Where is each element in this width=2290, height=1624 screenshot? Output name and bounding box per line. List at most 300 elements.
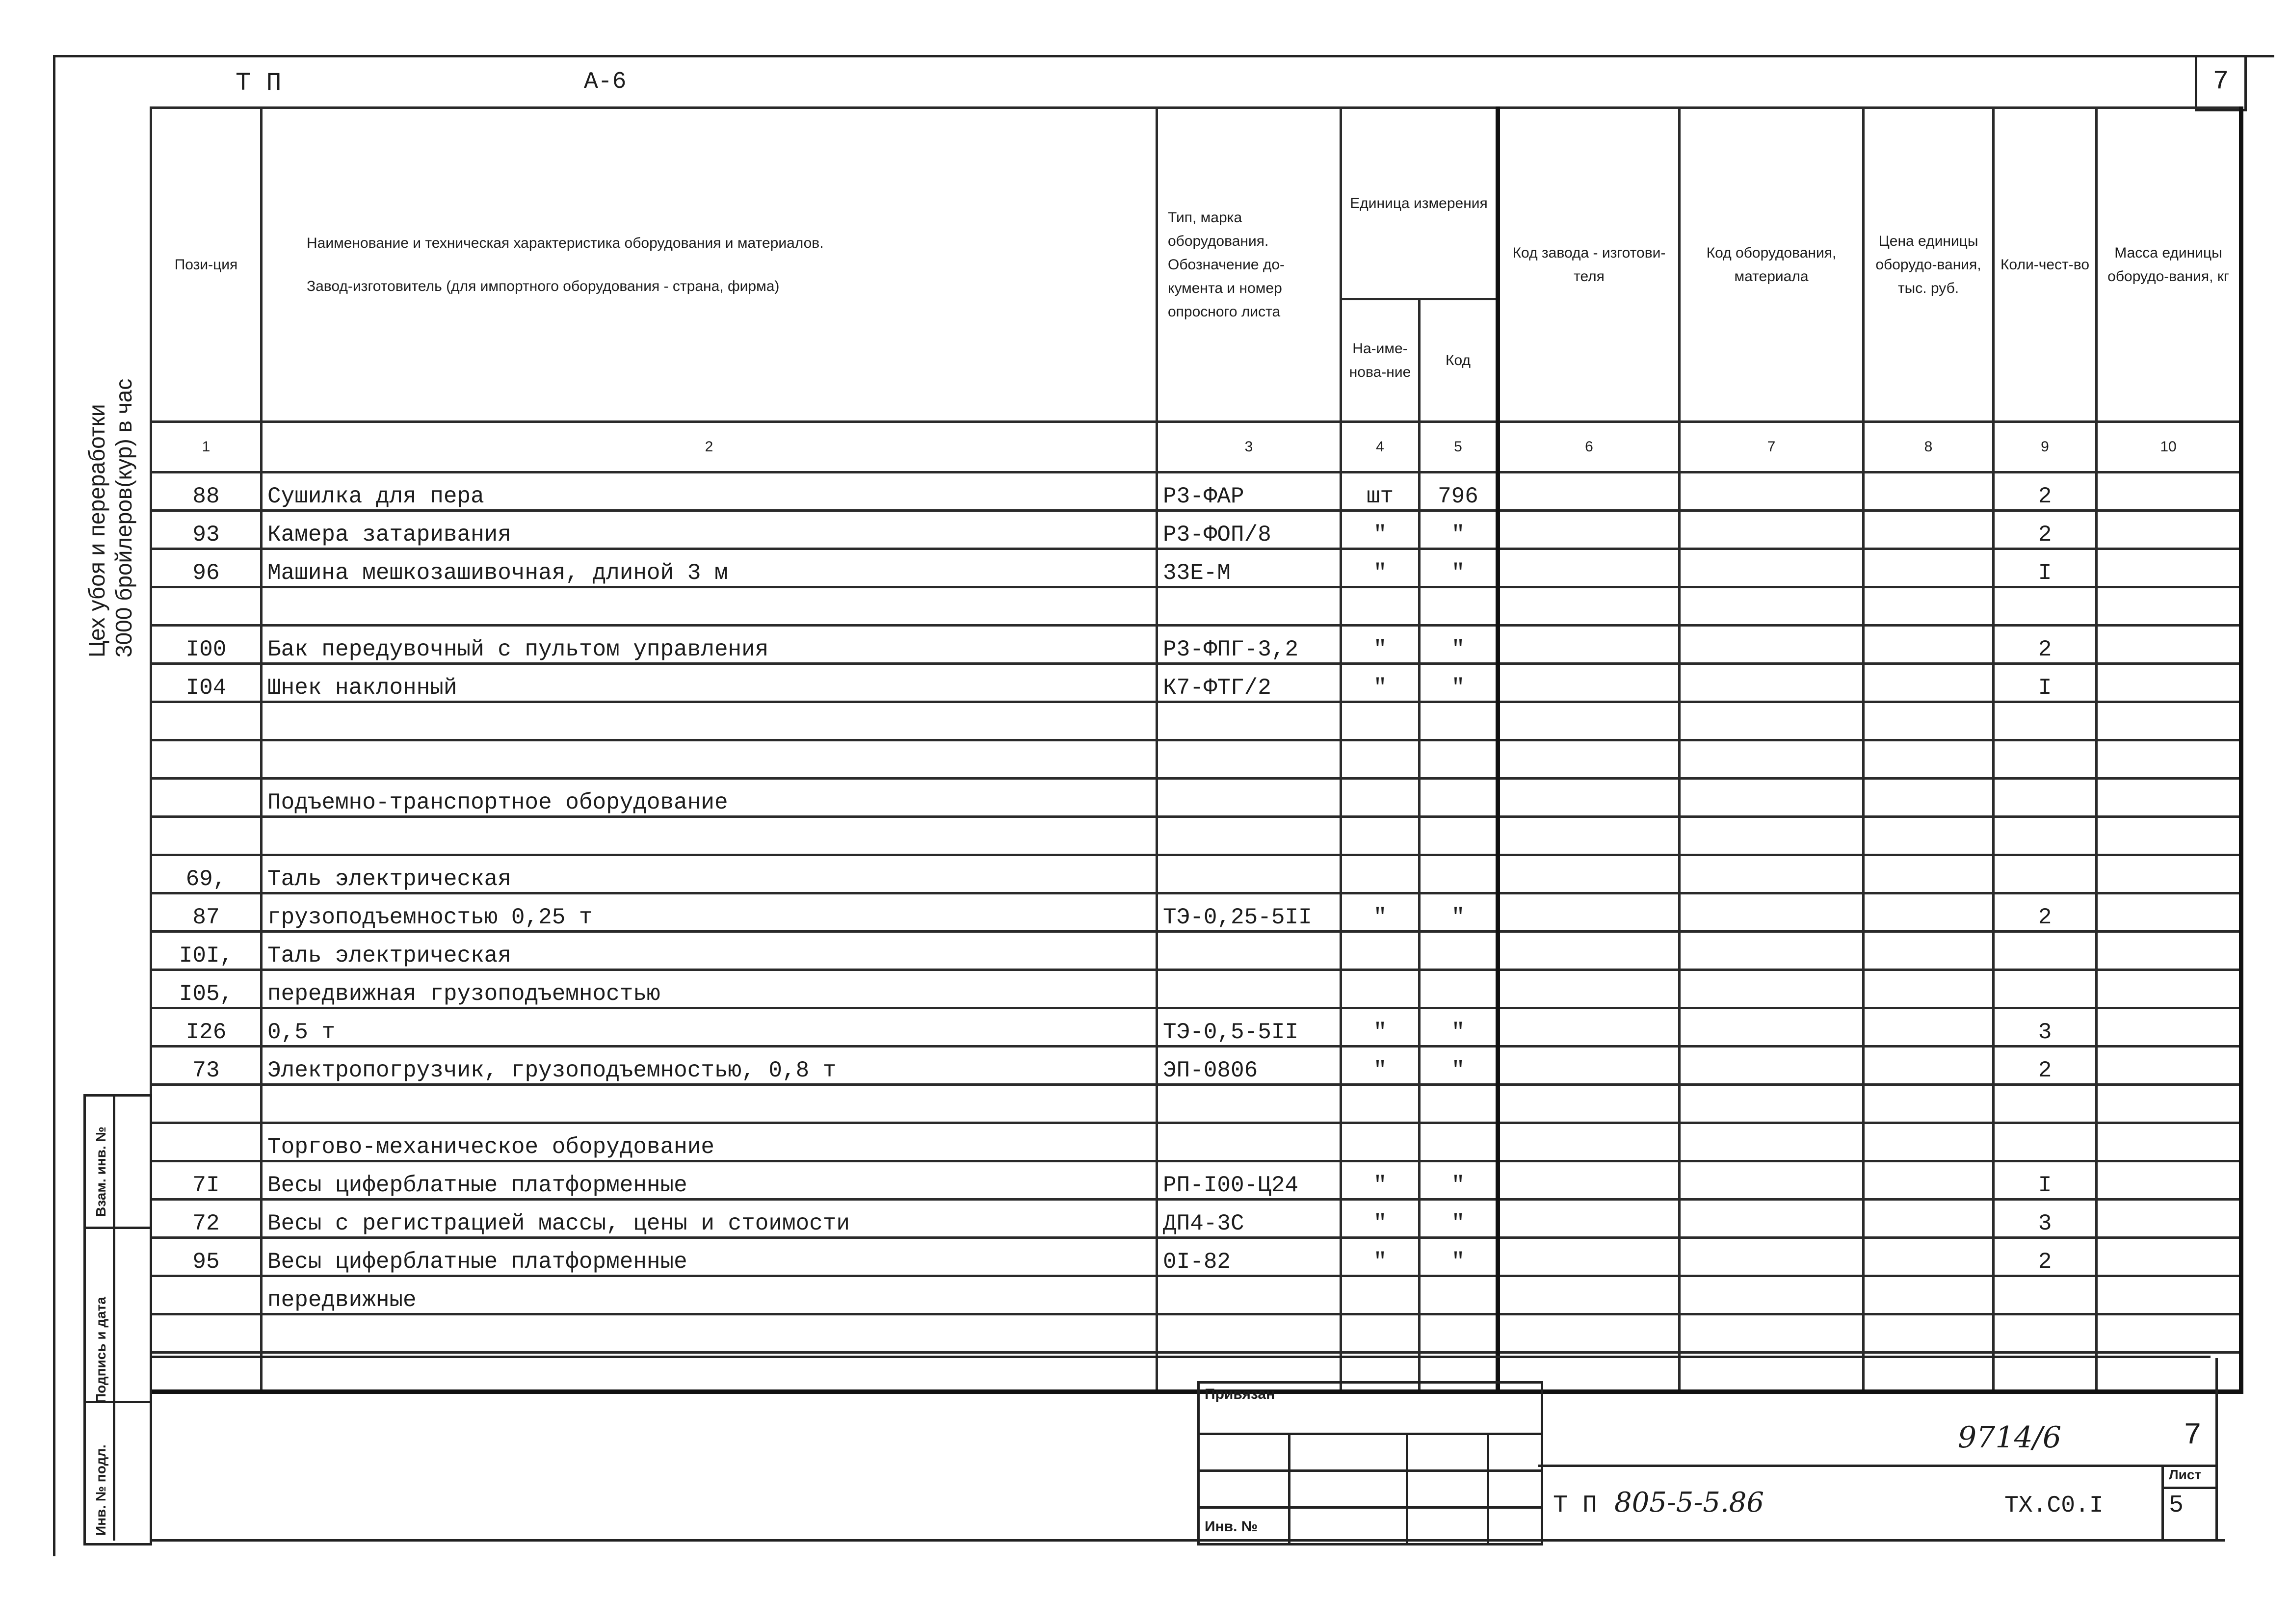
table-row (151, 626, 2241, 664)
equip-code-cell (1680, 1123, 1864, 1161)
table-row (151, 1238, 2241, 1276)
mass-cell (2097, 1047, 2241, 1085)
position-cell (151, 587, 262, 626)
unit-cell: " (1341, 893, 1420, 932)
header-equip-code: Код оборудования, материала (1680, 108, 1864, 422)
mass-cell (2097, 1161, 2241, 1200)
type-cell (1157, 702, 1341, 740)
price-cell (1864, 1314, 1994, 1353)
factory-code-cell (1498, 549, 1680, 587)
factory-code-cell (1498, 702, 1680, 740)
name-cell (262, 1085, 1157, 1123)
unit-cell (1341, 970, 1420, 1008)
mass-cell (2097, 1276, 2241, 1314)
header-name (262, 108, 1157, 422)
unit-cell (1341, 1085, 1420, 1123)
name-cell (262, 740, 1157, 779)
position-cell: 95 (151, 1238, 262, 1276)
price-cell (1864, 817, 1994, 855)
type-cell: Р3-ФПГ-3,2 (1157, 626, 1341, 664)
side-title-line2: 3000 бройлеров(кур) в час (111, 378, 136, 657)
header-name-line1: Наименование и техническая характеристика оборудования и материалов. (307, 235, 824, 251)
header-mass: Масса единицы оборудо-вания, кг (2097, 108, 2241, 422)
table-row (151, 893, 2241, 932)
price-cell (1864, 893, 1994, 932)
sheet-number: 5 (2169, 1492, 2184, 1519)
type-cell: ТЭ-0,5-5II (1157, 1008, 1341, 1047)
equip-code-cell (1680, 626, 1864, 664)
type-cell: 0I-82 (1157, 1238, 1341, 1276)
stamp-podpis: Подпись и дата (93, 1297, 108, 1403)
handwritten-number: 9714/6 (1958, 1420, 2062, 1455)
quantity-cell: I (1994, 549, 2097, 587)
unit-cell (1341, 587, 1420, 626)
position-cell: 72 (151, 1200, 262, 1238)
page-number: 7 (2212, 67, 2229, 97)
mass-cell (2097, 970, 2241, 1008)
table-body (151, 472, 2241, 1392)
mass-cell (2097, 740, 2241, 779)
header-unit-name: На-име-нова-ние (1341, 299, 1420, 422)
header-pos: Пози-ция (151, 108, 262, 422)
name-cell: грузоподъемностью 0,25 т (262, 893, 1157, 932)
quantity-cell: 3 (1994, 1008, 2097, 1047)
quantity-cell (1994, 1314, 2097, 1353)
mass-cell (2097, 626, 2241, 664)
stamp-inv-podl: Инв. № подл. (93, 1444, 108, 1536)
unit-code-cell (1420, 855, 1498, 893)
position-cell (151, 740, 262, 779)
sheet-label: Лист (2169, 1467, 2202, 1482)
type-cell: РП-I00-Ц24 (1157, 1161, 1341, 1200)
price-cell (1864, 472, 1994, 511)
type-cell (1157, 1314, 1341, 1353)
unit-cell (1341, 740, 1420, 779)
table-row (151, 855, 2241, 893)
quantity-cell (1994, 1276, 2097, 1314)
table-row (151, 1276, 2241, 1314)
unit-cell (1341, 1314, 1420, 1353)
price-cell (1864, 1123, 1994, 1161)
equip-code-cell (1680, 1085, 1864, 1123)
equip-code-cell (1680, 472, 1864, 511)
name-cell: передвижная грузоподъемностью (262, 970, 1157, 1008)
type-cell (1157, 970, 1341, 1008)
quantity-cell: 2 (1994, 1238, 2097, 1276)
price-cell (1864, 1200, 1994, 1238)
unit-cell: " (1341, 1238, 1420, 1276)
unit-cell: " (1341, 664, 1420, 702)
equip-code-cell (1680, 1238, 1864, 1276)
factory-code-cell (1498, 817, 1680, 855)
type-cell (1157, 932, 1341, 970)
unit-code-cell: " (1420, 511, 1498, 549)
equip-code-cell (1680, 855, 1864, 893)
table-row (151, 1008, 2241, 1047)
type-cell: К7-ФТГ/2 (1157, 664, 1341, 702)
body-bottom-line (150, 1356, 2211, 1358)
quantity-cell: 2 (1994, 472, 2097, 511)
privyazan-label: Привязан (1205, 1386, 1275, 1402)
factory-code-cell (1498, 1047, 1680, 1085)
position-cell (151, 702, 262, 740)
name-cell: передвижные (262, 1276, 1157, 1314)
equip-code-cell (1680, 549, 1864, 587)
table-row (151, 1085, 2241, 1123)
name-cell: Подъемно-транспортное оборудование (262, 779, 1157, 817)
type-cell: Р3-ФОП/8 (1157, 511, 1341, 549)
col-num: 5 (1420, 422, 1498, 472)
factory-code-cell (1498, 1314, 1680, 1353)
col-num: 6 (1498, 422, 1680, 472)
unit-code-cell (1420, 970, 1498, 1008)
equip-code-cell (1680, 702, 1864, 740)
table-row (151, 1161, 2241, 1200)
unit-code-cell: " (1420, 664, 1498, 702)
position-cell (151, 1085, 262, 1123)
name-cell (262, 587, 1157, 626)
type-cell: Р3-ФАР (1157, 472, 1341, 511)
equip-code-cell (1680, 1047, 1864, 1085)
type-cell (1157, 1276, 1341, 1314)
mass-cell (2097, 932, 2241, 970)
factory-code-cell (1498, 1085, 1680, 1123)
type-cell (1157, 1085, 1341, 1123)
quantity-cell: 3 (1994, 1200, 2097, 1238)
header-unit-group: Единица измерения (1341, 108, 1498, 299)
table-header-row (151, 108, 2241, 299)
position-cell: I05, (151, 970, 262, 1008)
table-row (151, 549, 2241, 587)
col-num: 8 (1864, 422, 1994, 472)
price-cell (1864, 1008, 1994, 1047)
name-cell: Таль электрическая (262, 932, 1157, 970)
type-cell: ЭП-0806 (1157, 1047, 1341, 1085)
mass-cell (2097, 817, 2241, 855)
page-number-box (2195, 55, 2247, 111)
quantity-cell (1994, 702, 2097, 740)
type-cell (1157, 587, 1341, 626)
series-label: Т П (236, 69, 282, 98)
mass-cell (2097, 511, 2241, 549)
unit-code-cell (1420, 1085, 1498, 1123)
unit-cell: " (1341, 626, 1420, 664)
equip-code-cell (1680, 1314, 1864, 1353)
name-cell: Сушилка для пера (262, 472, 1157, 511)
unit-cell: " (1341, 511, 1420, 549)
table-row (151, 664, 2241, 702)
equip-code-cell (1680, 1200, 1864, 1238)
table-row (151, 817, 2241, 855)
inv-no-label: Инв. № (1205, 1519, 1258, 1535)
col-num: 3 (1157, 422, 1341, 472)
quantity-cell: 2 (1994, 626, 2097, 664)
unit-cell (1341, 855, 1420, 893)
position-cell: 88 (151, 472, 262, 511)
unit-cell: " (1341, 1200, 1420, 1238)
table-row (151, 1314, 2241, 1353)
factory-code-cell (1498, 1200, 1680, 1238)
name-cell: Весы с регистрацией массы, цены и стоимости (262, 1200, 1157, 1238)
price-cell (1864, 932, 1994, 970)
unit-code-cell: " (1420, 1047, 1498, 1085)
col-num: 7 (1680, 422, 1864, 472)
quantity-cell: I (1994, 1161, 2097, 1200)
unit-cell: " (1341, 1008, 1420, 1047)
price-cell (1864, 1276, 1994, 1314)
col-num: 1 (151, 422, 262, 472)
name-cell: Таль электрическая (262, 855, 1157, 893)
name-cell: Весы циферблатные платформенные (262, 1238, 1157, 1276)
stamp-vzam-inv: Взам. инв. № (93, 1126, 108, 1217)
quantity-cell (1994, 740, 2097, 779)
name-cell: Бак передувочный с пультом управления (262, 626, 1157, 664)
quantity-cell: 2 (1994, 511, 2097, 549)
mass-cell (2097, 1200, 2241, 1238)
price-cell (1864, 855, 1994, 893)
col-num: 9 (1994, 422, 2097, 472)
name-cell: Весы циферблатные платформенные (262, 1161, 1157, 1200)
table-row (151, 932, 2241, 970)
document-code: ТХ.С0.I (2004, 1493, 2104, 1519)
equip-code-cell (1680, 779, 1864, 817)
quantity-cell: 2 (1994, 1047, 2097, 1085)
factory-code-cell (1498, 740, 1680, 779)
name-cell: Электропогрузчик, грузоподъемностью, 0,8 т (262, 1047, 1157, 1085)
price-cell (1864, 1085, 1994, 1123)
equip-code-cell (1680, 740, 1864, 779)
position-cell (151, 817, 262, 855)
type-cell: ТЭ-0,25-5II (1157, 893, 1341, 932)
price-cell (1864, 779, 1994, 817)
table-row (151, 702, 2241, 740)
price-cell (1864, 1353, 1994, 1392)
price-cell (1864, 702, 1994, 740)
table-row (151, 587, 2241, 626)
position-cell: 93 (151, 511, 262, 549)
position-cell (151, 1276, 262, 1314)
unit-code-cell (1420, 1314, 1498, 1353)
header-type: Тип, марка оборудования. Обозначение до-кумента и номер опросного листа (1157, 108, 1341, 422)
mass-cell (2097, 893, 2241, 932)
position-cell (151, 779, 262, 817)
factory-code-cell (1498, 779, 1680, 817)
position-cell: I0I, (151, 932, 262, 970)
quantity-cell (1994, 817, 2097, 855)
side-title-line1: Цех убоя и переработки (84, 404, 109, 657)
mass-cell (2097, 587, 2241, 626)
quantity-cell (1994, 779, 2097, 817)
name-cell (262, 817, 1157, 855)
price-cell (1864, 549, 1994, 587)
project-number: 805-5-5.86 (1614, 1487, 1764, 1519)
unit-cell: " (1341, 1161, 1420, 1200)
position-cell: 73 (151, 1047, 262, 1085)
quantity-cell (1994, 1123, 2097, 1161)
equip-code-cell (1680, 932, 1864, 970)
unit-code-cell (1420, 817, 1498, 855)
table-row (151, 1200, 2241, 1238)
mass-cell (2097, 1085, 2241, 1123)
position-cell (151, 1123, 262, 1161)
header-name-line2: Завод-изготовитель (для импортного оборудования - страна, фирма) (307, 278, 780, 294)
equip-code-cell (1680, 511, 1864, 549)
unit-code-cell: " (1420, 1238, 1498, 1276)
equip-code-cell (1680, 970, 1864, 1008)
type-cell (1157, 740, 1341, 779)
header-factory-code: Код завода - изготови-теля (1498, 108, 1680, 422)
factory-code-cell (1498, 1161, 1680, 1200)
unit-code-cell: " (1420, 549, 1498, 587)
factory-code-cell (1498, 587, 1680, 626)
equip-code-cell (1680, 893, 1864, 932)
position-cell: I00 (151, 626, 262, 664)
quantity-cell (1994, 587, 2097, 626)
factory-code-cell (1498, 893, 1680, 932)
unit-cell: " (1341, 1047, 1420, 1085)
unit-code-cell (1420, 702, 1498, 740)
factory-code-cell (1498, 855, 1680, 893)
factory-code-cell (1498, 970, 1680, 1008)
table-row (151, 472, 2241, 511)
price-cell (1864, 1047, 1994, 1085)
type-cell (1157, 817, 1341, 855)
mass-cell (2097, 664, 2241, 702)
name-cell: Камера затаривания (262, 511, 1157, 549)
factory-code-cell (1498, 1008, 1680, 1047)
factory-code-cell (1498, 1123, 1680, 1161)
table-row (151, 970, 2241, 1008)
unit-code-cell: " (1420, 626, 1498, 664)
price-cell (1864, 1161, 1994, 1200)
unit-code-cell: " (1420, 893, 1498, 932)
quantity-cell (1994, 1085, 2097, 1123)
position-cell: 87 (151, 893, 262, 932)
type-cell (1157, 1123, 1341, 1161)
quantity-cell (1994, 1353, 2097, 1392)
header-price: Цена единицы оборудо-вания, тыс. руб. (1864, 108, 1994, 422)
price-cell (1864, 587, 1994, 626)
header-qty: Коли-чест-во (1994, 108, 2097, 422)
name-cell: 0,5 т (262, 1008, 1157, 1047)
mass-cell (2097, 1353, 2241, 1392)
equip-code-cell (1680, 817, 1864, 855)
unit-cell (1341, 702, 1420, 740)
equip-code-cell (1680, 1276, 1864, 1314)
price-cell (1864, 1238, 1994, 1276)
price-cell (1864, 664, 1994, 702)
position-cell (151, 1314, 262, 1353)
table-row (151, 1353, 2241, 1392)
price-cell (1864, 740, 1994, 779)
position-cell: 69, (151, 855, 262, 893)
table-row (151, 1123, 2241, 1161)
name-cell: Машина мешкозашивочная, длиной 3 м (262, 549, 1157, 587)
factory-code-cell (1498, 511, 1680, 549)
unit-cell (1341, 1123, 1420, 1161)
factory-code-cell (1498, 1238, 1680, 1276)
position-cell: 7I (151, 1161, 262, 1200)
name-cell (262, 702, 1157, 740)
mass-cell (2097, 702, 2241, 740)
factory-code-cell (1498, 626, 1680, 664)
unit-code-cell (1420, 779, 1498, 817)
mass-cell (2097, 855, 2241, 893)
type-cell (1157, 779, 1341, 817)
project-series: Т П (1553, 1492, 1598, 1519)
equip-code-cell (1680, 587, 1864, 626)
price-cell (1864, 511, 1994, 549)
unit-cell: " (1341, 549, 1420, 587)
equip-code-cell (1680, 1353, 1864, 1392)
unit-code-cell: " (1420, 1200, 1498, 1238)
mass-cell (2097, 472, 2241, 511)
quantity-cell (1994, 932, 2097, 970)
quantity-cell (1994, 855, 2097, 893)
handwritten-page: 7 (2184, 1418, 2202, 1453)
quantity-cell: 2 (1994, 893, 2097, 932)
specification-table (150, 106, 2243, 1394)
factory-code-cell (1498, 932, 1680, 970)
mass-cell (2097, 1314, 2241, 1353)
position-cell: 96 (151, 549, 262, 587)
col-num: 2 (262, 422, 1157, 472)
factory-code-cell (1498, 472, 1680, 511)
equip-code-cell (1680, 1161, 1864, 1200)
album-label: А-6 (584, 69, 627, 95)
type-cell (1157, 855, 1341, 893)
unit-code-cell: " (1420, 1161, 1498, 1200)
unit-code-cell (1420, 587, 1498, 626)
price-cell (1864, 626, 1994, 664)
quantity-cell: I (1994, 664, 2097, 702)
col-num: 4 (1341, 422, 1420, 472)
factory-code-cell (1498, 664, 1680, 702)
name-cell: Торгово-механическое оборудование (262, 1123, 1157, 1161)
column-number-row (151, 422, 2241, 472)
equip-code-cell (1680, 1008, 1864, 1047)
unit-cell (1341, 817, 1420, 855)
name-cell: Шнек наклонный (262, 664, 1157, 702)
table-row (151, 779, 2241, 817)
name-cell (262, 1314, 1157, 1353)
unit-code-cell (1420, 740, 1498, 779)
unit-code-cell (1420, 932, 1498, 970)
factory-code-cell (1498, 1276, 1680, 1314)
unit-code-cell: " (1420, 1008, 1498, 1047)
position-cell: I04 (151, 664, 262, 702)
table-row (151, 740, 2241, 779)
position-cell (151, 1353, 262, 1392)
type-cell: ДП4-3С (1157, 1200, 1341, 1238)
quantity-cell (1994, 970, 2097, 1008)
table-row (151, 1047, 2241, 1085)
unit-code-cell: 796 (1420, 472, 1498, 511)
equip-code-cell (1680, 664, 1864, 702)
type-cell: 33Е-М (1157, 549, 1341, 587)
unit-cell: шт (1341, 472, 1420, 511)
header-unit-code: Код (1420, 299, 1498, 422)
unit-cell (1341, 1276, 1420, 1314)
col-num: 10 (2097, 422, 2241, 472)
unit-code-cell (1420, 1276, 1498, 1314)
mass-cell (2097, 779, 2241, 817)
position-cell: I26 (151, 1008, 262, 1047)
price-cell (1864, 970, 1994, 1008)
mass-cell (2097, 1123, 2241, 1161)
table-row (151, 511, 2241, 549)
unit-cell (1341, 779, 1420, 817)
